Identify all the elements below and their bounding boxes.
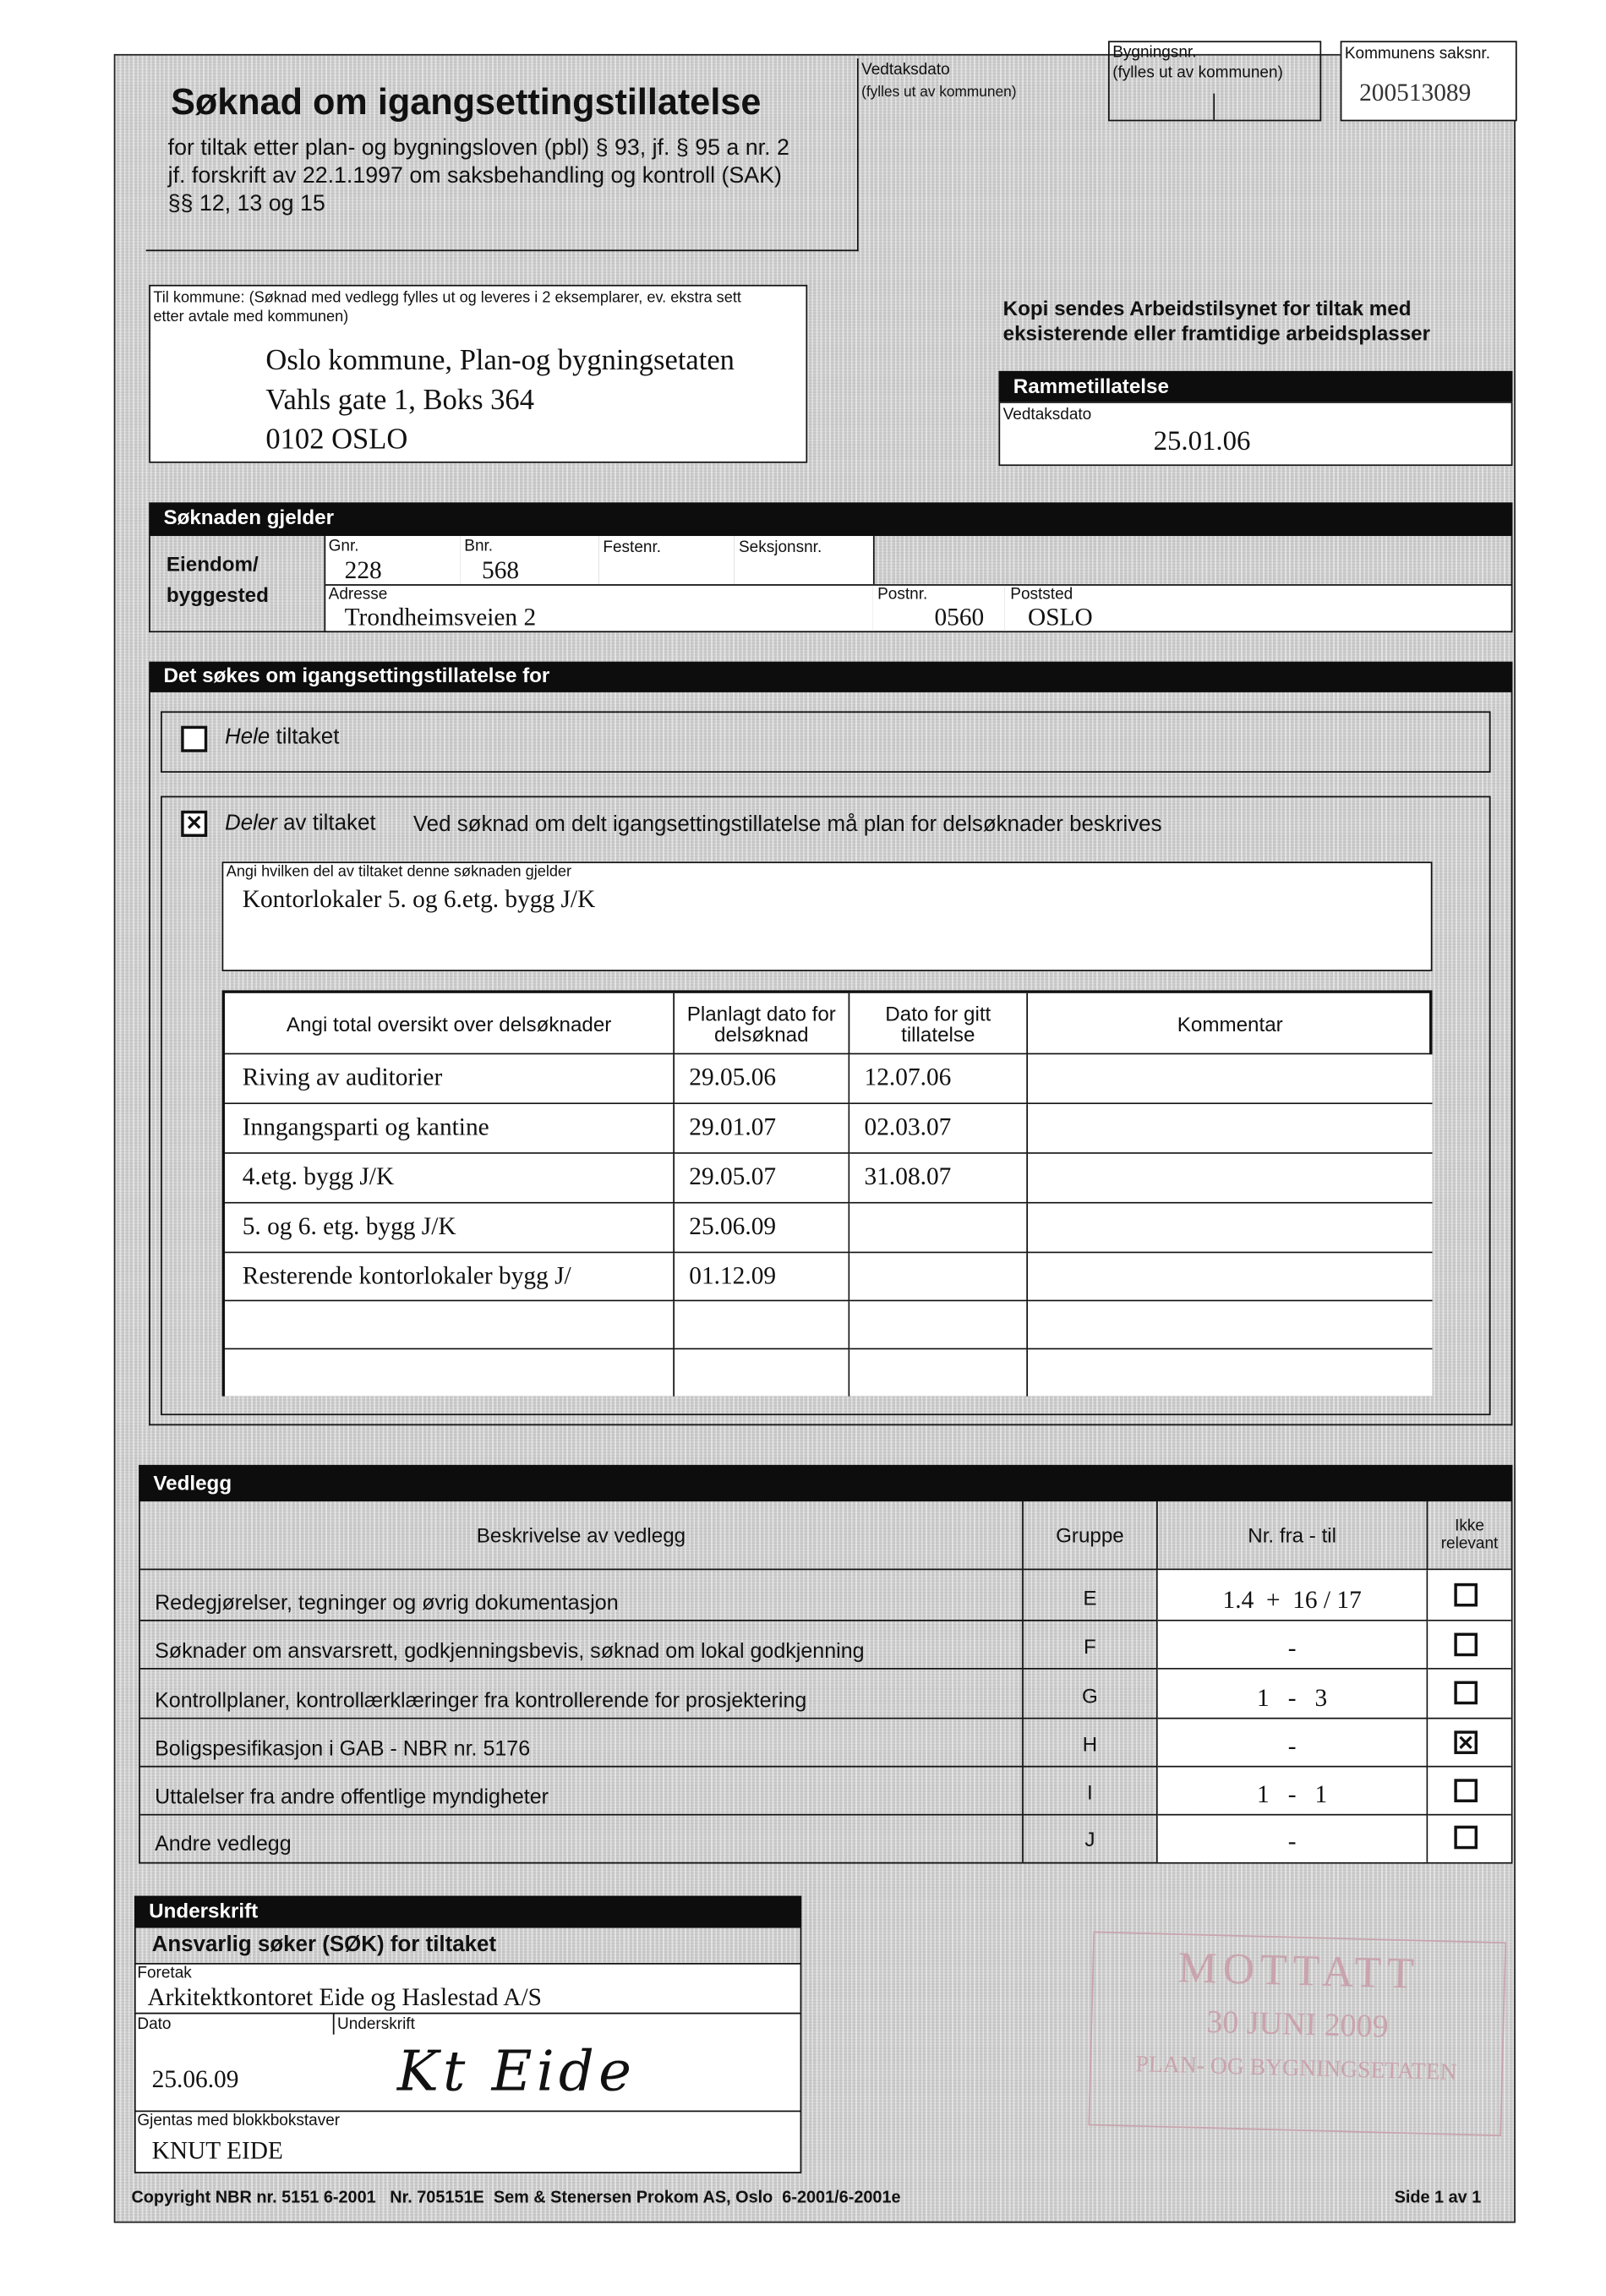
bnr-value: 568 [482, 556, 520, 585]
title-subtitle [168, 134, 789, 217]
address-line: Vahls gate 1, Boks 364 [265, 384, 535, 417]
table-cell[interactable] [1028, 1301, 1432, 1349]
footer-copyright: Copyright NBR nr. 5151 6-2001 Nr. 705151E Sem & Stenersen Prokom AS, Oslo 6-2001/6-2001e [131, 2189, 901, 2207]
vedlegg-header-cell: Beskrivelse av vedlegg [140, 1500, 1024, 1570]
deler-rest: av tiltaket [283, 810, 376, 836]
vedlegg-description: Kontrollplaner, kontrollærklæringer fra kontrollerende for prosjektering [140, 1670, 1024, 1719]
vedlegg-group: G [1024, 1670, 1158, 1719]
hele-box [161, 711, 1491, 773]
vedlegg-ikke-cell [1428, 1719, 1510, 1768]
table-cell[interactable]: Riving av auditorier [225, 1054, 675, 1104]
ikke-relevant-checkbox[interactable] [1454, 1583, 1478, 1606]
bygningsnr-label: Bygningsnr. [1112, 43, 1197, 62]
ikke-relevant-checkbox[interactable] [1454, 1632, 1478, 1656]
table-cell[interactable]: 5. og 6. etg. bygg J/K [225, 1204, 675, 1254]
kopi-note: Kopi sendes Arbeidstilsynet for tiltak med eksisterende eller framtidige arbeidsplasser [1002, 296, 1431, 345]
til-kommune-label: Til kommune: (Søknad med vedlegg fylles ut og leveres i 2 eksemplarer, ev. ekstra sett etter avtale med kommunen) [153, 289, 741, 326]
vedlegg-ikke-cell [1428, 1768, 1510, 1816]
table-header-cell: Planlagt dato for delsøknad [675, 993, 849, 1055]
vedlegg-ikke-cell [1428, 1621, 1510, 1670]
signature: Kt Eide [396, 2038, 636, 2103]
vedlegg-group: J [1024, 1816, 1158, 1862]
table-cell[interactable] [849, 1349, 1028, 1396]
table-cell[interactable] [675, 1349, 849, 1396]
blokk-label: Gjentas med blokkbokstaver [137, 2112, 341, 2129]
table-cell[interactable] [1028, 1253, 1432, 1301]
rammetillatelse-vedtaksdato: 25.01.06 [1153, 426, 1251, 457]
subtitle-line: jf. forskrift av 22.1.1997 om saksbehandling og kontroll (SAK) [167, 163, 782, 189]
vedlegg-range-field[interactable]: - [1158, 1816, 1428, 1862]
vedlegg-description: Boligspesifikasjon i GAB - NBR nr. 5176 [140, 1719, 1024, 1768]
adresse-value: Trondheimsveien 2 [344, 603, 537, 631]
table-cell[interactable] [849, 1301, 1028, 1349]
foretak-value: Arkitektkontoret Eide og Haslestad A/S [147, 1983, 542, 2012]
ikke-relevant-checkbox[interactable] [1454, 1778, 1478, 1801]
vedlegg-description: Søknader om ansvarsrett, godkjenningsbevis, søknad om lokal godkjenning [140, 1621, 1024, 1670]
ikke-relevant-checkbox[interactable]: ✕ [1454, 1730, 1478, 1753]
blokk-value: KNUT EIDE [151, 2136, 283, 2165]
table-header-cell: Angi total oversikt over delsøknader [225, 993, 675, 1055]
del-label: Angi hvilken del av tiltaket denne søknaden gjelder [226, 863, 572, 881]
vedlegg-ikke-cell [1428, 1670, 1510, 1719]
vedlegg-header-cell: Nr. fra - til [1158, 1500, 1428, 1570]
poststed-value: OSLO [1028, 603, 1093, 631]
table-cell[interactable] [849, 1204, 1028, 1254]
vedtaksdato-note: (fylles ut av kommunen) [861, 85, 1017, 101]
vedlegg-range-field[interactable]: 1 - 3 [1158, 1670, 1428, 1719]
deler-note: Ved søknad om delt igangsettingstillatelse må plan for delsøknader beskrives [412, 812, 1162, 837]
foretak-label: Foretak [137, 1964, 192, 1982]
hele-em: Hele [225, 724, 270, 750]
address-line: Oslo kommune, Plan-og bygningsetaten [265, 344, 735, 377]
dato-value: 25.06.09 [151, 2064, 239, 2093]
rammetillatelse-vedtaksdato-label: Vedtaksdato [1002, 406, 1092, 424]
table-cell[interactable] [1028, 1154, 1432, 1204]
soknaden-gjelder-header: Søknaden gjelder [149, 502, 1512, 536]
vedlegg-range-field[interactable]: 1.4 + 16 / 17 [1158, 1570, 1428, 1621]
vedlegg-description: Andre vedlegg [140, 1816, 1024, 1862]
gnr-value: 228 [344, 556, 382, 585]
deler-em: Deler [225, 810, 277, 836]
table-cell[interactable]: Resterende kontorlokaler bygg J/ [225, 1253, 675, 1301]
bygningsnr-divider [1213, 94, 1215, 120]
delsoknader-table [222, 990, 1433, 1396]
table-header-cell: Kommentar [1028, 993, 1432, 1055]
table-cell[interactable]: 31.08.07 [849, 1154, 1028, 1204]
table-cell[interactable] [1028, 1204, 1432, 1254]
seksjonsnr-label: Seksjonsnr. [739, 538, 822, 557]
poststed-label: Poststed [1010, 585, 1073, 604]
page-title: Søknad om igangsettingstillatelse [171, 81, 762, 123]
footer-page: Side 1 av 1 [1394, 2189, 1482, 2207]
table-cell[interactable] [225, 1349, 675, 1396]
signatur-label: Underskrift [337, 2015, 415, 2033]
vedlegg-range-field[interactable]: - [1158, 1719, 1428, 1768]
vedlegg-ikke-cell [1428, 1570, 1510, 1621]
adresse-label: Adresse [328, 585, 388, 604]
eiendom-label: Eiendom/ byggested [166, 552, 269, 606]
ikke-relevant-checkbox[interactable] [1454, 1826, 1478, 1850]
hele-label [225, 724, 339, 749]
table-header-cell: Dato for gitt tillatelse [849, 993, 1028, 1055]
vedlegg-header: Vedlegg [139, 1465, 1512, 1501]
table-cell[interactable]: 4.etg. bygg J/K [225, 1154, 675, 1204]
vedtaksdato-label: Vedtaksdato [861, 61, 950, 79]
dato-signatur-divider [333, 2014, 335, 2034]
table-cell[interactable]: 01.12.09 [675, 1253, 849, 1301]
vedlegg-group: E [1024, 1570, 1158, 1621]
underskrift-header: Underskrift [134, 1896, 801, 1928]
vedlegg-group: F [1024, 1621, 1158, 1670]
deler-checkbox[interactable]: ✕ [181, 811, 207, 837]
festenr-label: Festenr. [603, 538, 662, 557]
bygningsnr-note: (fylles ut av kommunen) [1112, 64, 1283, 82]
vedlegg-group: H [1024, 1719, 1158, 1768]
table-cell[interactable]: 29.05.07 [675, 1154, 849, 1204]
hele-checkbox[interactable] [181, 726, 207, 752]
postnr-value: 0560 [934, 603, 985, 631]
table-cell[interactable]: 29.01.07 [675, 1104, 849, 1154]
table-cell[interactable]: 12.07.06 [849, 1054, 1028, 1104]
table-cell[interactable] [1028, 1054, 1432, 1104]
vedlegg-range-field[interactable]: 1 - 1 [1158, 1768, 1428, 1816]
deler-label [225, 811, 376, 835]
vedlegg-range-field[interactable]: - [1158, 1621, 1428, 1670]
bnr-label: Bnr. [464, 537, 494, 555]
vedlegg-table [139, 1500, 1512, 1863]
dato-label: Dato [137, 2015, 172, 2033]
vedlegg-header-cell: Ikke relevant [1428, 1500, 1510, 1570]
address-line: 0102 OSLO [265, 424, 408, 456]
rammetillatelse-header: Rammetillatelse [998, 371, 1512, 402]
stamp-line: PLAN- OG BYGNINGSETATEN [1135, 2052, 1457, 2086]
table-cell[interactable]: 02.03.07 [849, 1104, 1028, 1154]
table-cell[interactable]: 29.05.06 [675, 1054, 849, 1104]
vedlegg-description: Redegjørelser, tegninger og øvrig dokumentasjon [140, 1570, 1024, 1621]
vedlegg-description: Uttalelser fra andre offentlige myndigheter [140, 1768, 1024, 1816]
del-value: Kontorlokaler 5. og 6.etg. bygg J/K [242, 884, 596, 913]
subtitle-line: §§ 12, 13 og 15 [167, 191, 325, 216]
vedlegg-group: I [1024, 1768, 1158, 1816]
saksnr-label: Kommunens saksnr. [1344, 45, 1490, 63]
stamp-line: 30 JUNI 2009 [1205, 2003, 1390, 2045]
ansvarlig-soker-label: Ansvarlig søker (SØK) for tiltaket [151, 1932, 497, 1958]
ikke-relevant-checkbox[interactable] [1454, 1681, 1478, 1705]
hele-rest: tiltaket [276, 724, 340, 750]
vedlegg-header-cell: Gruppe [1024, 1500, 1158, 1570]
table-cell[interactable]: Inngangsparti og kantine [225, 1104, 675, 1154]
table-cell[interactable] [225, 1301, 675, 1349]
til-kommune-address [265, 342, 735, 460]
table-cell[interactable] [1028, 1104, 1432, 1154]
stamp-line: MOTTATT [1177, 1943, 1421, 1998]
table-cell[interactable] [849, 1253, 1028, 1301]
subtitle-line: for tiltak etter plan- og bygningsloven (pbl) § 93, jf. § 95 a nr. 2 [167, 135, 789, 161]
table-cell[interactable]: 25.06.09 [675, 1204, 849, 1254]
saksnr-value: 200513089 [1359, 79, 1472, 107]
soker-om-header: Det søkes om igangsettingstillatelse for [149, 662, 1512, 692]
vedlegg-ikke-cell [1428, 1816, 1510, 1862]
table-cell[interactable] [1028, 1349, 1432, 1396]
postnr-label: Postnr. [877, 585, 928, 604]
gnr-label: Gnr. [328, 537, 359, 555]
table-cell[interactable] [675, 1301, 849, 1349]
received-stamp [1088, 1932, 1506, 2137]
